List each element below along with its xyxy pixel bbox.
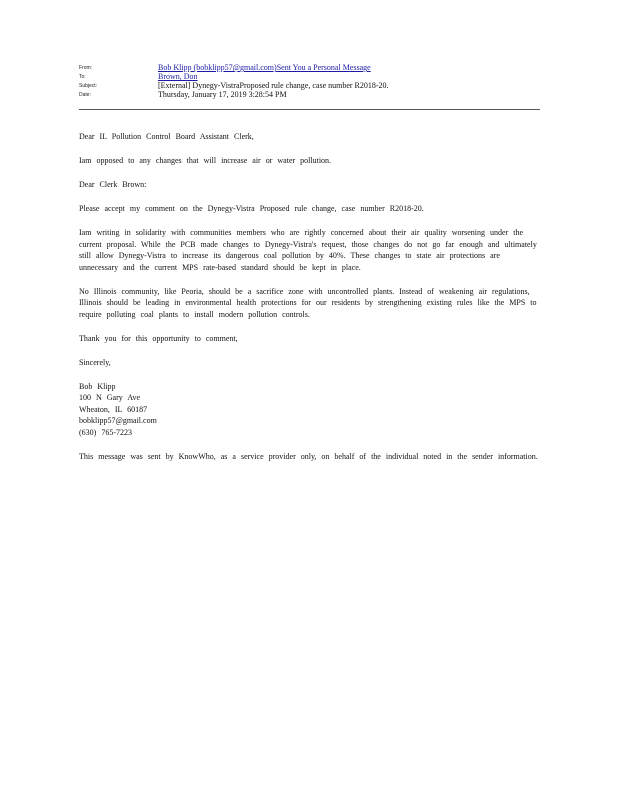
date-row bbox=[79, 90, 539, 99]
email-body bbox=[79, 131, 539, 475]
signature-email: bobklipp57@gmail.com bbox=[79, 416, 157, 425]
subject-value: [External] Dynegy-VistraProposed rule change, case number R2018-20. bbox=[158, 81, 389, 90]
footer-note: This message was sent by KnowWho, as a service provider only, on behalf of the individual noted in the sender information. bbox=[79, 452, 538, 461]
to-label: To: bbox=[79, 74, 86, 80]
subject-label: Subject: bbox=[79, 83, 98, 89]
closing: Sincerely, bbox=[79, 357, 111, 367]
to-row bbox=[79, 72, 539, 81]
signature-name: Bob Klipp bbox=[79, 381, 116, 391]
signature-address-line2: Wheaton, IL 60187 bbox=[79, 404, 148, 414]
to-link[interactable]: Brown, Don bbox=[158, 72, 198, 81]
greeting-clerk: Dear IL Pollution Control Board Assistant Clerk, bbox=[79, 132, 254, 141]
thanks-paragraph: Thank you for this opportunity to comment, bbox=[79, 333, 238, 343]
community-paragraph: No Illinois community, like Peoria, should be a sacrifice zone with uncontrolled plants. Instead of weakening air regulations, Illinois should be leading in environmental health protections for our residents by strengthening existing rules like the MPS to require polluting coal plants to install modern pollution controls. bbox=[79, 286, 537, 319]
signature-block bbox=[79, 381, 539, 439]
from-link[interactable]: Bob Klipp (bobklipp57@gmail.com)Sent You a Personal Message bbox=[158, 63, 371, 72]
greeting-brown: Dear Clerk Brown: bbox=[79, 180, 147, 189]
date-value: Thursday, January 17, 2019 3:28:54 PM bbox=[158, 90, 287, 99]
signature-address-line1: 100 N Gary Ave bbox=[79, 393, 141, 402]
opposition-paragraph: Iam opposed to any changes that will increase air or water pollution. bbox=[79, 156, 332, 165]
comment-paragraph: Please accept my comment on the Dynegy-Vistra Proposed rule change, case number R2018-20. bbox=[79, 204, 424, 213]
subject-row bbox=[79, 81, 539, 90]
from-label: From: bbox=[79, 65, 93, 71]
from-row bbox=[79, 63, 539, 72]
header-divider bbox=[79, 109, 540, 110]
solidarity-paragraph: Iam writing in solidarity with communities members who are rightly concerned about their air quality worsening under the current proposal. While the PCB made changes to Dynegy-Vistra's request, those changes do not go far enough and ultimately still allow Dynegy-Vistra to increase its dangerous coal pollution by 40%. These changes to state air protections are unnecessary and the current MPS rate-based standard should be kept in place. bbox=[79, 228, 537, 272]
signature-phone: (630) 765-7223 bbox=[79, 427, 132, 437]
date-label: Date: bbox=[79, 92, 91, 98]
email-header bbox=[79, 63, 539, 99]
